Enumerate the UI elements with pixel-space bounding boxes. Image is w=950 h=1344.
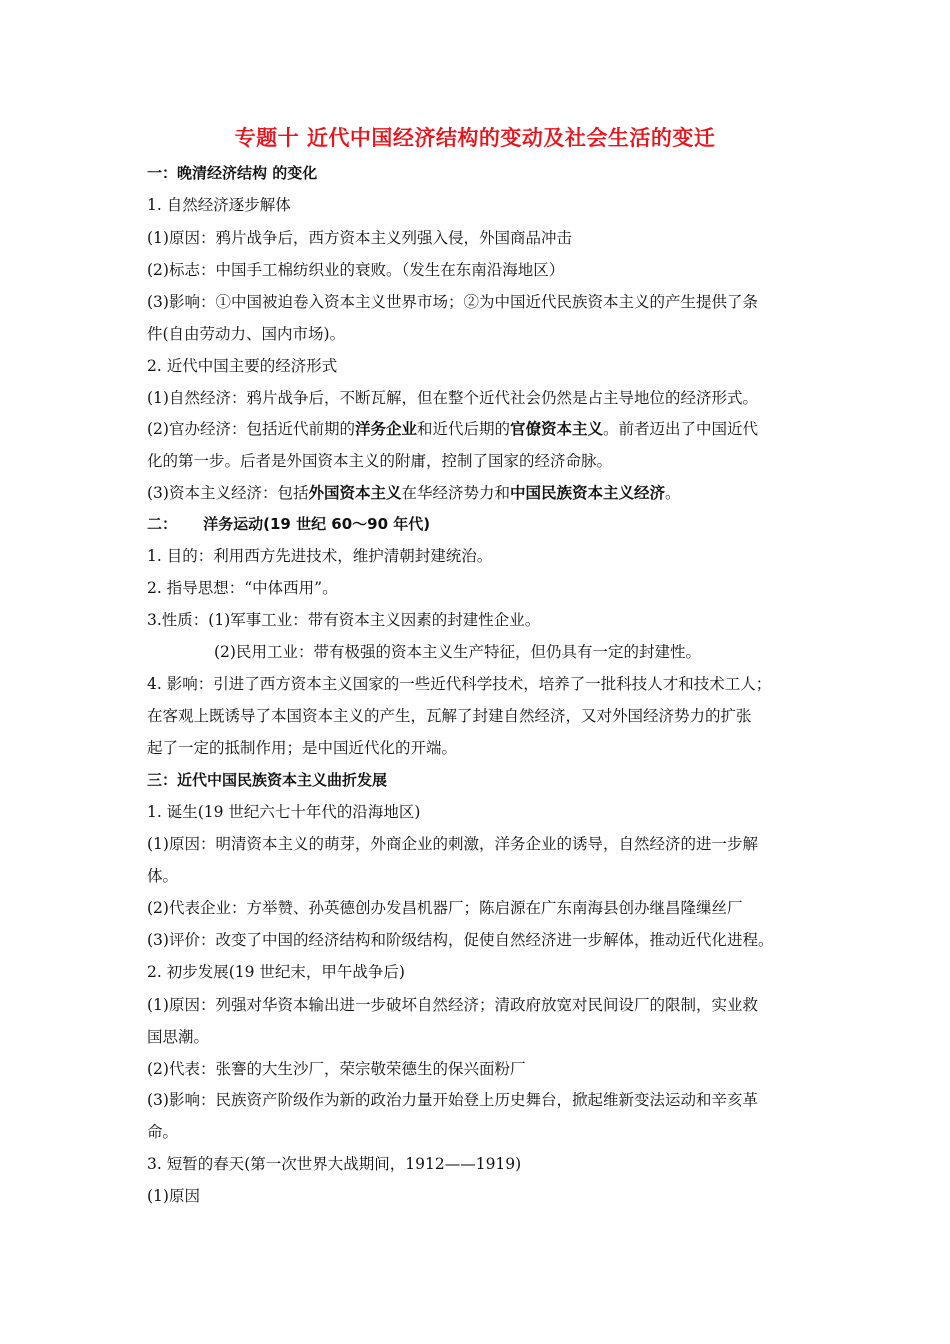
text-line: (3)影响：民族资产阶级作为新的政治力量开始登上历史舞台，掀起维新变法运动和辛亥革 [147, 1091, 758, 1109]
text-line: 体。 [147, 867, 179, 885]
text-line: 3.性质：(1)军事工业：带有资本主义因素的封建性企业。 [147, 611, 541, 629]
text-line: 化的第一步。后者是外国资本主义的附庸，控制了国家的经济命脉。 [147, 452, 613, 470]
section-heading-2: 二： 洋务运动(19 世纪 60～90 年代) [147, 515, 431, 533]
text-line: 在客观上既诱导了本国资本主义的产生，瓦解了封建自然经济，又对外国经济势力的扩张 [147, 707, 752, 725]
text-line: (2)代表企业：方举赞、孙英德创办发昌机器厂；陈启源在广东南海县创办继昌隆缫丝厂 [147, 899, 743, 917]
text-line: (3)资本主义经济：包括外国资本主义在华经济势力和中国民族资本主义经济。 [147, 484, 681, 502]
text-line: 1. 自然经济逐步解体 [147, 196, 291, 214]
text-line: (2)代表：张謇的大生沙厂，荣宗敬荣德生的保兴面粉厂 [147, 1060, 526, 1078]
text-line: 命。 [147, 1123, 179, 1141]
text-line: 2. 指导思想：“中体西用”。 [147, 579, 338, 597]
text-line: 国思潮。 [147, 1028, 210, 1046]
text-line: (1)原因：列强对华资本输出进一步破坏自然经济；清政府放宽对民间设厂的限制，实业救 [147, 996, 758, 1014]
text-line: 4. 影响：引进了西方资本主义国家的一些近代科学技术，培养了一批科技人才和技术工人； [147, 675, 772, 693]
bold-term: 外国资本主义 [308, 484, 402, 502]
text-line: (1)原因：鸦片战争后，西方资本主义列强入侵，外国商品冲击 [147, 229, 572, 247]
text-line: 2. 近代中国主要的经济形式 [147, 357, 338, 375]
text-line: 件(自由劳动力、国内市场)。 [147, 325, 346, 343]
text-line: 1. 目的：利用西方先进技术，维护清朝封建统治。 [147, 547, 493, 565]
text-line: (1)原因：明清资本主义的萌芽，外商企业的刺激，洋务企业的诱导，自然经济的进一步解 [147, 835, 758, 853]
text-line: (2)标志：中国手工棉纺织业的衰败。（发生在东南沿海地区） [147, 261, 565, 279]
text-line: 3. 短暂的春天(第一次世界大战期间，1912——1919) [147, 1155, 522, 1173]
page-title: 专题十 近代中国经济结构的变动及社会生活的变迁 [234, 126, 716, 150]
bold-term: 官僚资本主义 [510, 420, 604, 438]
section-heading-1: 一：晚清经济结构 的变化 [147, 164, 318, 182]
text-line: (3)评价：改变了中国的经济结构和阶级结构，促使自然经济进一步解体，推动近代化进程。 [147, 931, 774, 949]
text-line: (1)自然经济：鸦片战争后，不断瓦解，但在整个近代社会仍然是占主导地位的经济形式。 [147, 389, 758, 407]
text-line: (1)原因 [147, 1187, 200, 1205]
text-line: (3)影响：①中国被迫卷入资本主义世界市场；②为中国近代民族资本主义的产生提供了条 [147, 293, 758, 311]
section-heading-3: 三：近代中国民族资本主义曲折发展 [147, 771, 388, 789]
text-line: (2)官办经济：包括近代前期的洋务企业和近代后期的官僚资本主义。前者迈出了中国近代 [147, 420, 759, 438]
text-line: 2. 初步发展(19 世纪末，甲午战争后) [147, 963, 405, 981]
text-line: (2)民用工业：带有极强的资本主义生产特征，但仍具有一定的封建性。 [214, 643, 701, 661]
bold-term: 洋务企业 [354, 420, 417, 438]
text-line: 1. 诞生(19 世纪六七十年代的沿海地区) [147, 803, 421, 821]
text-line: 起了一定的抵制作用；是中国近代化的开端。 [147, 739, 458, 757]
bold-term: 中国民族资本主义经济 [510, 484, 666, 502]
